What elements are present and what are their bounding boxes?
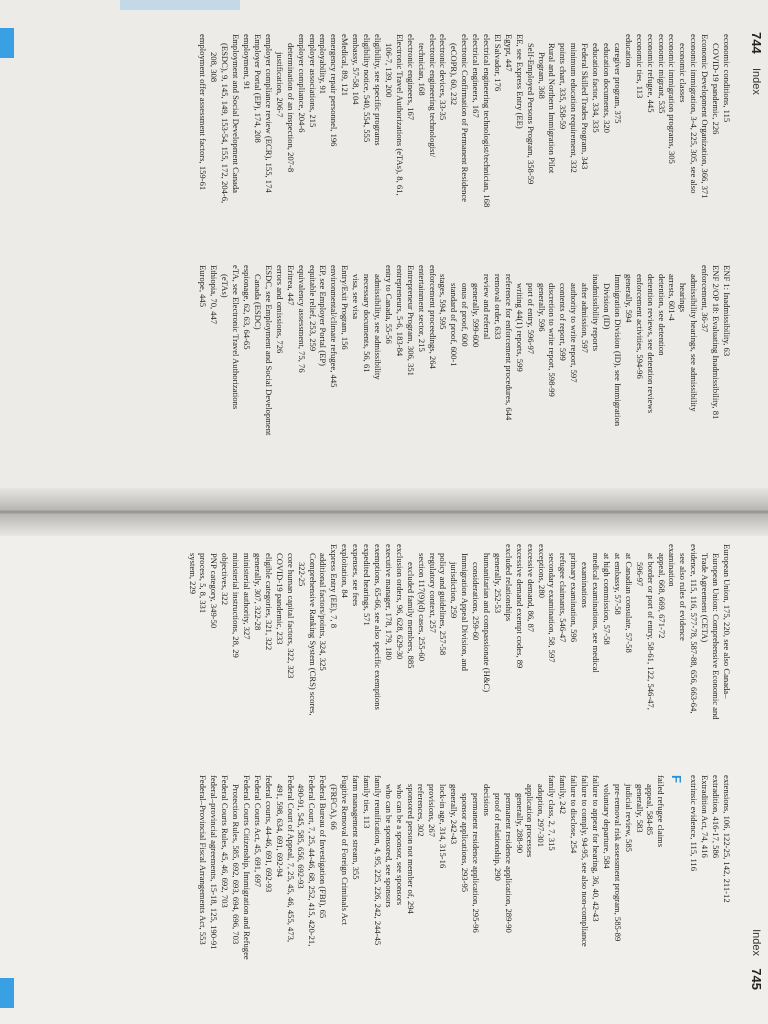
index-subentry: voluntary departure, 584: [601, 784, 612, 869]
index-subentry: generally, 599-600: [471, 283, 482, 348]
index-subentry: standard of proof, 600-1: [449, 283, 460, 367]
index-subentry: lock-in age, 314, 315-16: [438, 784, 449, 869]
index-subentry: generally, 288-90: [514, 793, 525, 854]
section-letter: F: [669, 775, 685, 783]
index-subentry: application processes: [525, 784, 536, 858]
index-subentry: admissibility hearings, see admissibility: [689, 274, 700, 412]
index-entry: economic refugee, 445: [645, 34, 656, 113]
index-entry: Fugitive Removal of Foreign Criminals Act: [340, 775, 351, 926]
index-subentry: (ESDC), 9, 145, 149, 153-54, 155, 172, 204-6,: [220, 43, 231, 204]
index-subentry: detention reviews, see detention reviews: [645, 274, 656, 414]
bleed-through-header: [120, 0, 240, 10]
index-entry: Federal Courts Citizenship, Immigration and Refugee: [241, 775, 252, 960]
index-subentry: Federal Skilled Trades Program, 343: [580, 43, 591, 170]
index-entry: Europe, 445: [198, 265, 209, 308]
index-subentry: provisions, 267: [427, 784, 438, 837]
index-subentry: generally, 252-53: [492, 553, 503, 614]
index-subentry: at Canadian consulate, 57-58: [623, 553, 634, 653]
index-subentry: discretion to write report, 598-99: [547, 283, 558, 397]
index-subentry: pre-removal risk assessment program, 585-89: [612, 784, 623, 942]
index-entry: executive manager, 178, 179, 180: [383, 544, 394, 660]
index-subentry: eligible categories, 321, 322: [263, 553, 274, 651]
index-entry: enforcement proceedings, 264: [427, 265, 438, 369]
index-subentry: after admission, 597: [580, 283, 591, 353]
running-head: Index: [750, 929, 762, 956]
index-entry: economic ties, 113: [634, 34, 645, 99]
index-entry: exploitation, 84: [340, 544, 351, 598]
index-subentry: admissibility, see admissibility: [373, 274, 383, 380]
index-subentry: contents of report, 599: [558, 283, 569, 361]
index-entry: espionage, 62, 63, 64-65: [242, 265, 253, 350]
index-entry: electrical engineering technologist/technician, 168: [482, 34, 493, 208]
index-entry: extrinsic evidence, 115, 116: [689, 775, 700, 872]
index-subentry: authority to write report, 597: [569, 283, 580, 383]
index-subentry: generally, 596: [536, 283, 547, 332]
index-subentry: reference for enforcement procedures, 644: [503, 274, 514, 421]
index-column-2: [40, 265, 732, 478]
index-subentry: see also rules of evidence: [678, 553, 689, 641]
index-subentry: Comprehensive Ranking System (CRS) scores,: [307, 553, 318, 716]
index-entry: entertainment sector, 215: [416, 265, 427, 352]
index-subentry: caregiver program, 375: [612, 43, 623, 124]
index-entry: family class, 2, 7, 315: [547, 775, 558, 851]
index-subentry: arrests, 601-4: [667, 274, 678, 321]
right-page-content: [0, 538, 768, 994]
index-subentry: 490-91, 545, 585, 656, 692-93: [296, 784, 307, 889]
index-entry: entry to Canada, 55-56: [383, 265, 394, 344]
index-entry: employment, 91: [242, 34, 253, 90]
index-subentry: visa, see visa: [351, 274, 362, 320]
index-subentry: enforcement activities, 594-96: [634, 274, 645, 379]
index-entry: expenses, see fees: [351, 544, 362, 607]
index-subentry: (eCOPR), 60, 232: [449, 43, 460, 106]
index-subentry: generally, 583: [634, 784, 645, 833]
index-entry: eMedical, 89, 121: [340, 34, 351, 97]
index-entry: employer compliance review (ECR), 155, 174: [263, 34, 274, 193]
index-entry: education: [623, 34, 634, 68]
index-subentry: necessary documents, 56, 61: [362, 274, 373, 373]
index-subentry: PNP category, 349-50: [209, 553, 220, 629]
index-subentry: permanent residence application, 289-90: [503, 793, 514, 933]
index-entry: environmental/climate refugee, 445: [329, 265, 340, 388]
index-entry: errors and omissions, 726: [274, 265, 285, 354]
index-subentry: sponsored person not member of, 294: [405, 784, 416, 914]
left-page-content: [0, 28, 768, 484]
index-entry: employment offer assessment factors, 159-61: [198, 34, 209, 191]
index-subentry: Canada (ESDC): [253, 274, 264, 330]
index-subentry: who can be a sponsor, see sponsors: [394, 784, 405, 906]
index-entry: EE, see Express Entry (EE): [514, 34, 525, 129]
index-subentry: generally, 307, 322-28: [253, 553, 264, 631]
index-entry: Employer Portal (EP), 174, 208: [253, 34, 264, 143]
index-entry: eTA, see Electronic Travel Authorizations: [231, 265, 242, 410]
index-entry: Egypt, 447: [503, 34, 514, 72]
index-entry: failure to comply, 94-95, see also non-compliance: [580, 775, 591, 947]
index-subentry: Rural and Northern Immigration Pilot: [547, 43, 558, 174]
index-subentry: Immigration Appeal Division, and: [460, 553, 471, 671]
page-number: 745: [749, 968, 764, 990]
index-entry: equitable relief, 253, 259: [307, 265, 318, 352]
index-entry: Federal Courts Act, 45, 691, 697: [252, 775, 263, 888]
index-entry: Federal Bureau of Investigation (FBI), 65: [318, 775, 329, 919]
index-subentry: appeal, 584-85: [645, 784, 656, 836]
index-subentry: Protection Rules, 585, 692, 693, 694, 696, 703: [231, 784, 242, 945]
index-subentry: detention, see detention: [656, 274, 667, 356]
index-subentry: Self-Employed Persons Program, 358-59: [525, 43, 536, 185]
index-subentry: Immigration Division (ID), see Immigration: [612, 274, 623, 427]
index-subentry: Program, 368: [536, 52, 547, 99]
index-entry: family ties, 113: [361, 775, 372, 829]
index-entry: exceptions, 280: [536, 544, 547, 598]
index-subentry: examinations: [580, 562, 591, 608]
index-subentry: humanitarian and compassionate (H&C): [482, 553, 493, 693]
index-entry: Eritrea, 447: [285, 265, 296, 306]
index-subentry: process, 5, 8, 331: [198, 553, 209, 614]
index-entry: ENF 2/OP 18: Evaluating Inadmissibility, 81: [711, 265, 722, 420]
index-entry: electronic devices, 33-35: [438, 34, 449, 121]
index-subentry: who can be sponsored, see sponsors: [383, 784, 394, 908]
index-subentry: policy and guidelines, 257-58: [438, 553, 449, 656]
index-entry: ENF 1: Inadmissibility, 63: [722, 265, 732, 357]
index-subentry: (eTAs): [220, 274, 231, 298]
index-subentry: core human capital factors, 322, 323: [285, 553, 296, 679]
index-entry: Entrepreneur Program, 306, 351: [405, 265, 416, 376]
index-entry: excessive demand exempt codes, 89: [514, 544, 525, 669]
index-subentry: additional factors/points, 324, 325: [318, 553, 329, 671]
index-subentry: section 117(9)(d) cases, 255-60: [416, 553, 427, 662]
thumb-tab: [0, 978, 14, 1008]
index-entry: expedited hearings, 571: [362, 544, 373, 626]
index-entry: evidence, 115, 116, 577-78, 587-88, 656, 663-64,: [689, 544, 700, 714]
index-entry: federal courts, 44-46, 691, 692-93: [263, 775, 274, 893]
index-entry: Federal Court of Appeal, 7, 25, 45, 46, 455, 473,: [285, 775, 296, 943]
index-entry: electronic engineering technologist/: [427, 34, 438, 158]
index-entry: excessive demand, 86, 87: [525, 544, 536, 633]
index-subentry: sponsor applications, 293-95: [460, 793, 471, 893]
thumb-tab: [0, 28, 14, 58]
index-subentry: onus of proof, 600: [460, 283, 471, 347]
index-subentry: at embassy, 57-58: [612, 553, 623, 615]
index-subentry: points chart, 335, 358-59: [558, 43, 569, 130]
index-entry: equivalency assessment, 75, 76: [296, 265, 307, 373]
page-number: 744: [749, 32, 764, 54]
index-entry: entrepreneurs, 5-6, 183-84: [394, 265, 405, 357]
index-subentry: European Union: Comprehensive Economic and: [711, 553, 722, 720]
index-entry: emergency repair personnel, 196: [329, 34, 340, 147]
index-subentry: appeal, 668, 669, 671-72: [656, 553, 667, 639]
page-header: [744, 28, 764, 484]
index-subentry: hearings: [678, 283, 689, 313]
index-entry: Federal Courts Rules, 45, 46, 692, 703: [220, 775, 231, 908]
index-column-1: [40, 544, 732, 757]
index-subentry: inadmissibility reports: [591, 274, 602, 352]
index-entry: exemptions, 65-66, see also specific exemptions: [373, 544, 383, 710]
index-entry: Extradition Act, 74, 416: [700, 775, 711, 858]
index-column-2: [40, 775, 732, 988]
index-subentry: Division (ID): [602, 283, 613, 330]
index-entry: Economic Development Organization, 366, 371: [700, 34, 711, 199]
index-subentry: 106-7, 139, 200: [383, 43, 394, 98]
index-subentry: secondary examination, 58, 597: [547, 553, 558, 663]
index-subentry: 596-97: [634, 562, 645, 587]
index-entry: federal–provincial agreements, 15-18, 125, 190-91: [209, 775, 220, 950]
index-entry: extensions, 106, 122-25, 142, 211-12: [722, 775, 732, 903]
index-subentry: ministerial authority, 327: [242, 553, 253, 640]
index-subentry: (FRFCA), 66: [329, 784, 340, 830]
index-entry: electronic engineers, 167: [405, 34, 416, 121]
index-subentry: permanent residence application, 295-96: [470, 793, 481, 933]
index-entry: Employment and Social Development Canada: [231, 34, 242, 193]
index-entry: economic immigration programs, 305: [667, 34, 678, 164]
index-columns: [40, 34, 732, 478]
index-subentry: COVID-19 pandemic, 226: [711, 43, 722, 135]
index-subentry: objectives, 322: [220, 553, 231, 606]
index-entry: electrical engineers, 167: [471, 34, 482, 118]
index-subentry: generally, 594: [623, 274, 634, 323]
index-entry: economic immigration, 3-4, 225, 305, see also: [689, 34, 700, 194]
index-entry: failed refugee claims: [656, 775, 667, 848]
index-subentry: 322-25: [296, 562, 307, 587]
index-subentry: 208, 308: [209, 52, 220, 83]
index-entry: employability, 91: [318, 34, 329, 95]
index-subentry: considerations, 259-60: [471, 562, 482, 641]
index-entry: economic conditions, 115: [722, 34, 732, 123]
index-entry: Express Entry (EE), 7, 8: [329, 544, 340, 629]
index-entry: embassy, 57-58, 104: [351, 34, 362, 105]
index-entry: farm management stream, 355: [351, 775, 361, 880]
index-subentry: medical examinations, see medical: [591, 553, 602, 673]
index-entry: employer compliance, 204-6: [296, 34, 307, 133]
index-subentry: review and referral: [482, 274, 493, 340]
index-entry: economic migrant, 535: [656, 34, 667, 114]
index-subentry: minimum education requirement, 332: [569, 43, 580, 173]
index-subentry: judicial review, 585: [623, 784, 634, 852]
index-subentry: COVID-19 pandemic, 233: [274, 553, 285, 645]
index-subentry: removal order, 633: [492, 274, 503, 340]
running-head: Index: [750, 68, 762, 95]
index-column-1: [40, 34, 732, 247]
index-entry: extradition, 416-17, 586: [711, 775, 722, 859]
index-subentry: stages, 594, 595: [438, 274, 449, 330]
index-entry: enforcement, 36-37: [700, 265, 711, 333]
index-subentry: jurisdiction, 259: [449, 562, 460, 619]
index-subentry: determination of an inspection, 207-8: [285, 43, 296, 173]
index-subentry: adoption, 297-301: [536, 784, 547, 848]
index-entry: Federal–Provincial Fiscal Arrangements Act, 553: [198, 775, 209, 945]
index-subentry: ministerial instructions, 28, 29: [231, 553, 242, 658]
index-entry: Ethiopia, 70, 447: [209, 265, 220, 325]
index-subentry: regulatory context, 257: [427, 553, 438, 633]
index-entry: electronic Confirmation of Permanent Residence: [460, 34, 471, 202]
index-subentry: system, 229: [187, 553, 198, 595]
index-entry: exclusion orders, 96, 628, 629-30: [394, 544, 405, 660]
index-columns: [40, 544, 732, 988]
index-subentry: justification, 206-7: [274, 52, 285, 118]
index-subentry: 491, 598, 634, 691, 692-94: [274, 784, 285, 878]
page-header: [744, 538, 764, 994]
index-subentry: education factor, 334, 335: [591, 43, 602, 133]
index-subentry: writing 44(1) reports, 599: [514, 283, 525, 372]
index-entry: family reunification, 4, 95, 225, 226, 242, 244-45: [372, 775, 383, 946]
index-entry: failure to disclose, 254: [569, 775, 580, 854]
index-entry: family, 242: [558, 775, 569, 815]
index-subentry: refugee claimants, 546-47: [558, 553, 569, 643]
index-entry: excluded relationships: [503, 544, 514, 622]
index-subentry: references, 302: [416, 784, 427, 837]
index-entry: examination: [667, 544, 678, 587]
index-entry: European Union, 175, 220, see also Canada–: [722, 544, 732, 699]
index-subentry: decisions: [481, 784, 492, 816]
index-entry: failure to appear for hearing, 36, 40, 42-43: [590, 775, 601, 922]
index-subentry: excluded family members, 885: [405, 562, 416, 669]
index-entry: EP, see Employer Portal (EP): [318, 265, 329, 366]
book-gutter: [0, 488, 768, 536]
index-subentry: port of entry, 596-97: [525, 283, 536, 355]
index-entry: ESDC, see Employment and Social Development: [263, 265, 274, 436]
index-entry: Federal Court, 7, 25, 44-46, 68, 252, 415, 420-21,: [307, 775, 318, 947]
index-subentry: primary examination, 596: [569, 553, 580, 643]
index-subentry: education documents, 320: [602, 43, 613, 133]
index-subentry: generally, 242-43: [449, 784, 460, 845]
index-subentry: at border or port of entry, 58-61, 122, 546-47,: [645, 553, 656, 710]
index-subentry: technician, 168: [416, 43, 427, 96]
index-entry: Electronic Travel Authorizations (eTAs), 8, 61,: [394, 34, 405, 196]
index-entry: eligibility notice, 540, 554, 555: [362, 34, 373, 143]
index-subentry: economic classes: [678, 43, 689, 103]
index-subentry: Trade Agreement (CETA): [700, 553, 711, 643]
index-subentry: proof of relationship, 290: [492, 793, 503, 881]
index-entry: employer associations, 215: [307, 34, 318, 128]
index-entry: Entry/Exit Program, 156: [340, 265, 351, 350]
index-entry: eligibility, see specific programs: [373, 34, 383, 146]
right-page: [0, 512, 768, 1024]
index-subentry: at high commission, 57-58: [602, 553, 613, 645]
index-entry: El Salvador, 176: [492, 34, 503, 92]
